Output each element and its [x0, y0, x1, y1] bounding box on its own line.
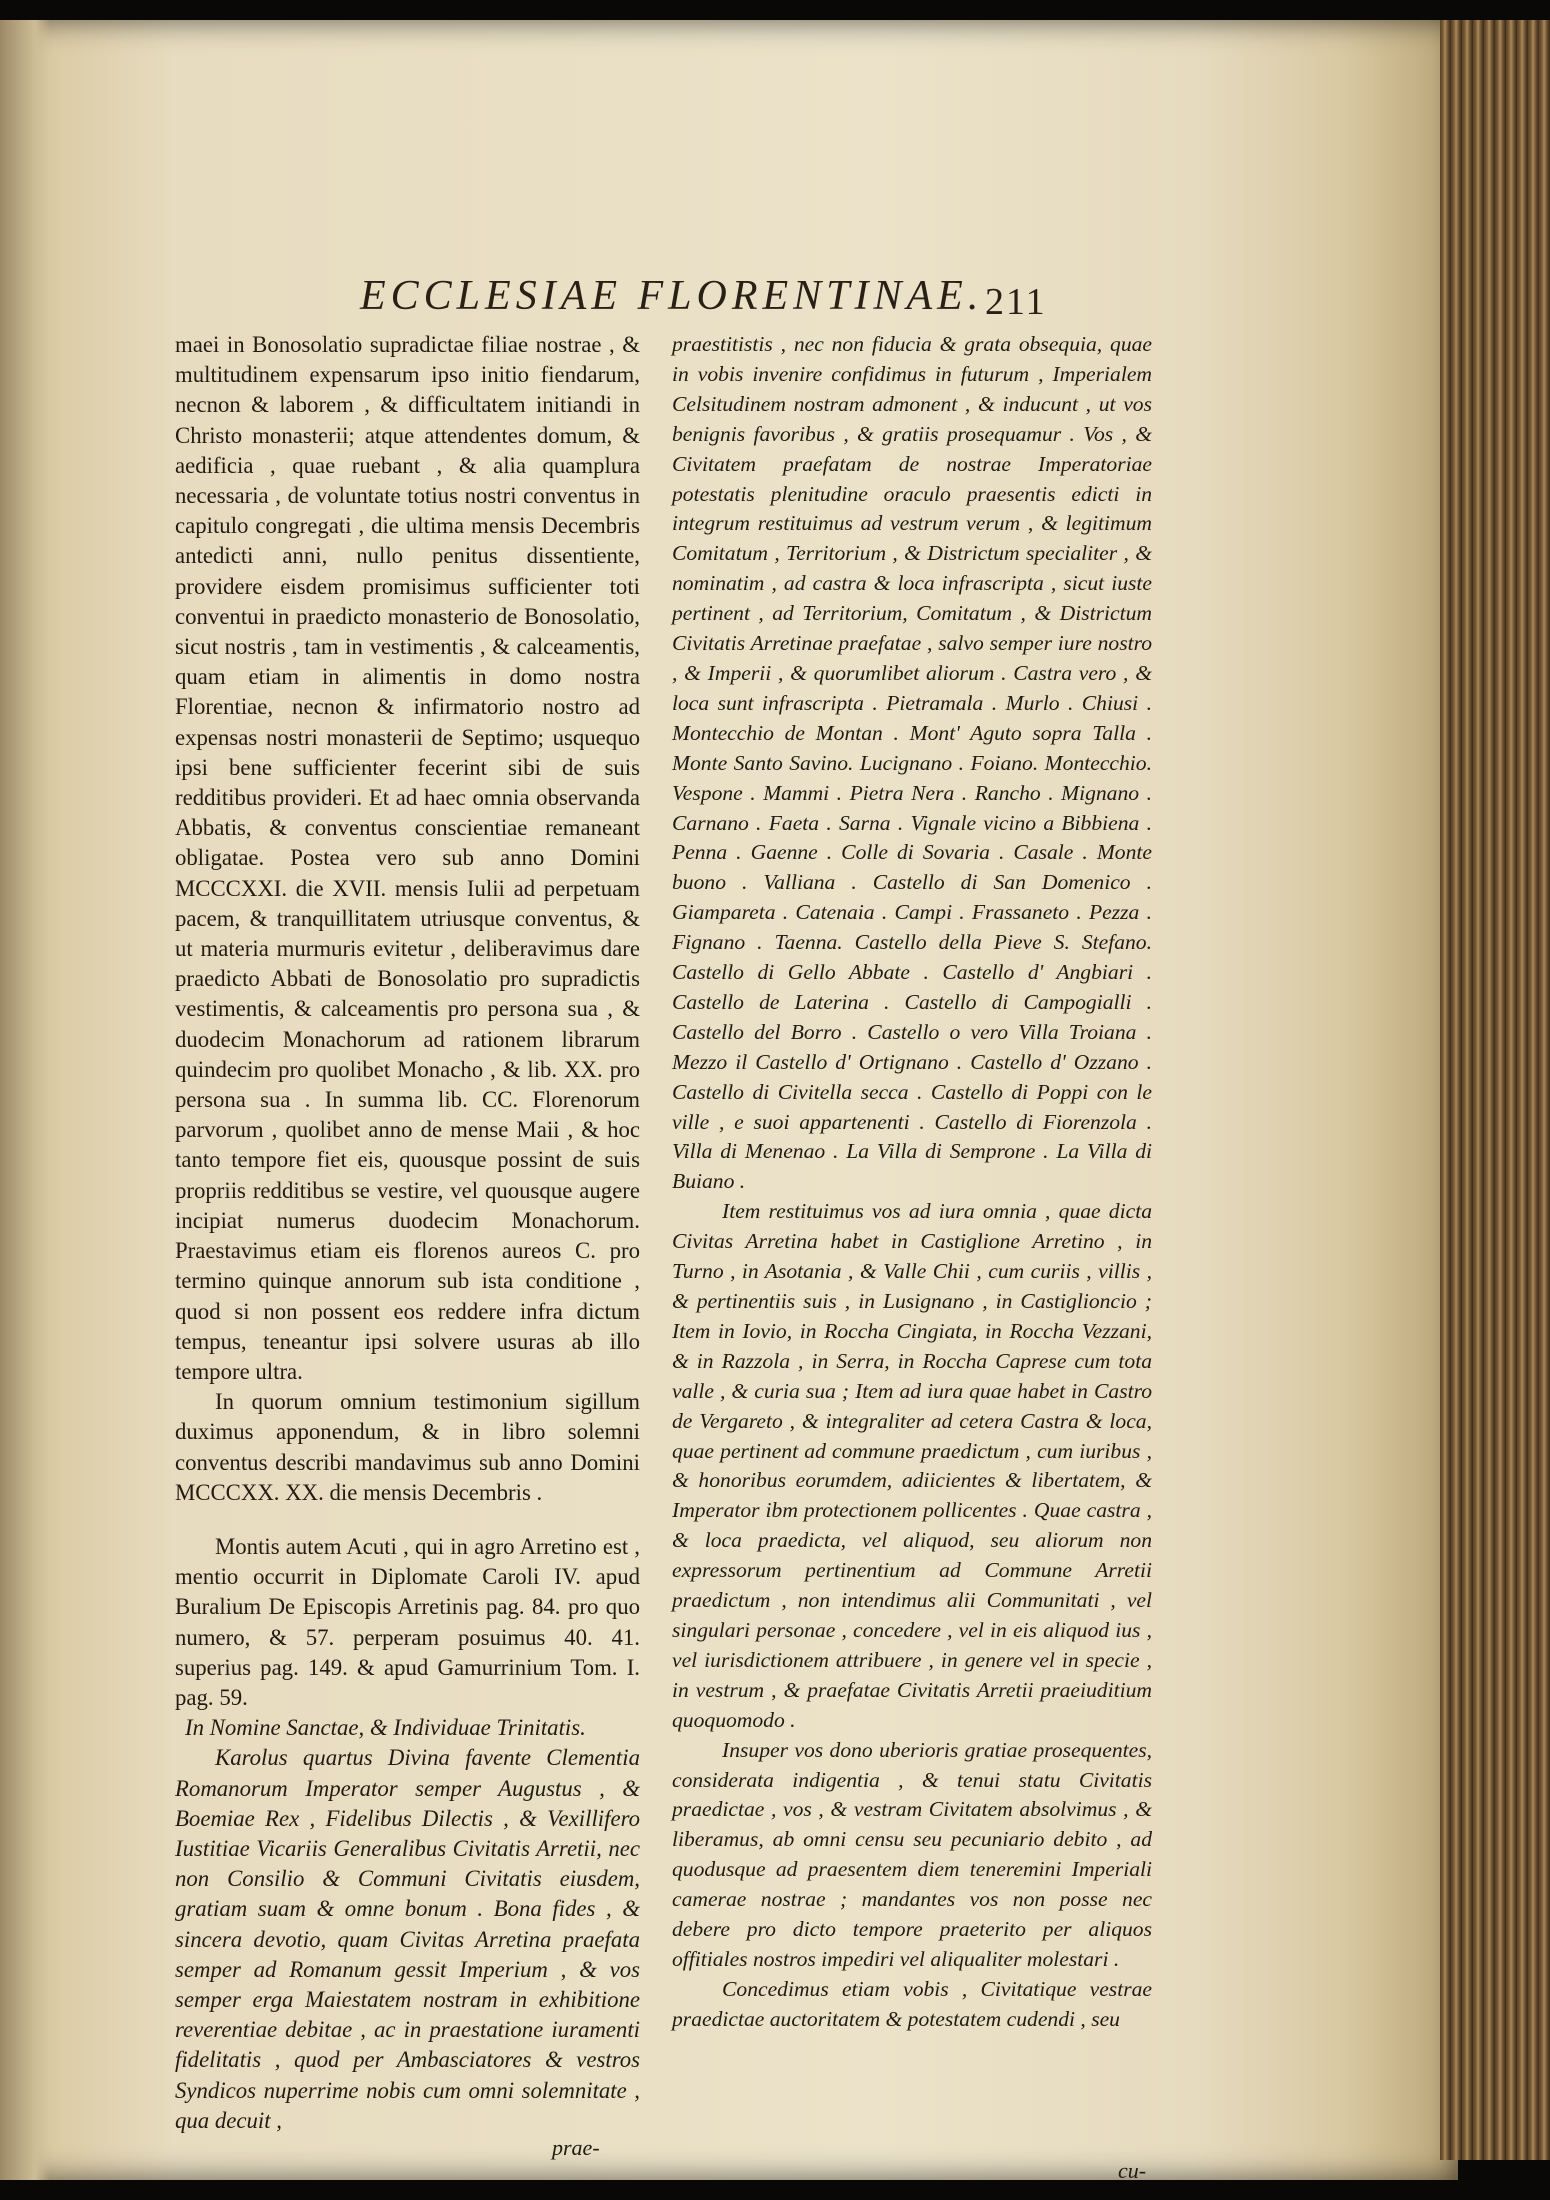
right-column	[672, 330, 1152, 2035]
right-paragraph-4: Concedimus etiam vobis , Civitatique vestrae praedictae auctoritatem & potestatem cudendi , seu	[672, 1976, 1152, 2031]
right-paragraph-1: praestitistis , nec non fiducia & grata obsequia, quae in vobis invenire confidimus in futurum , Imperialem Celsitudinem nostram admonent , & inducunt , ut vos benignis favoribus , & gratiis prosequamur . Vos , & Civitatem praefatam de nostrae Imperatoriae potestatis plenitudine oraculo praesentis edicti in integrum restituimus ad vestrum verum , & legitimum Comitatum , Territorium , & Districtum specialiter , & nominatim , ad castra & loca infrascripta , sicut iuste pertinent , ad Territorium, Comitatum , & Districtum Civitatis Arretinae praefatae , salvo semper iure nostro , & Imperii , & quorumlibet aliorum . Castra vero , & loca sunt infrascripta . Pietramala . Murlo . Chiusi . Montecchio de Montan . Mont' Aguto sopra Talla . Monte Santo Savino. Lucignano . Foiano. Montecchio. Vespone . Mammi . Pietra Nera . Rancho . Mignano . Carnano . Faeta . Sarna . Vignale vicino a Bibbiena . Penna . Gaenne . Colle di Sovaria . Casale . Monte buono . Valliana . Castello di San Domenico . Giampareta . Catenaia . Campi . Frassaneto . Pezza . Fignano . Taenna. Castello della Pieve S. Stefano. Castello di Gello Abbate . Castello d' Angbiari . Castello de Laterina . Castello di Campogialli . Castello del Borro . Castello o vero Villa Troiana . Mezzo il Castello d' Ortignano . Castello d' Ozzano . Castello di Civitella secca . Castello di Poppi con le ville , e suoi appartenenti . Castello di Fiorenzola . Villa di Menenao . La Villa di Semprone . La Villa di Buiano .	[672, 332, 1152, 1194]
left-catchword: prae-	[552, 2135, 600, 2160]
page-number: 211	[985, 281, 1047, 323]
left-heading-trinity: In Nomine Sanctae, & Individuae Trinitatis.	[185, 1715, 586, 1741]
page-edges	[1440, 20, 1550, 2160]
left-column	[175, 330, 640, 2136]
book-gutter	[0, 20, 50, 2180]
right-catchword: cu-	[1118, 2158, 1147, 2183]
right-paragraph-3: Insuper vos dono uberioris gratiae prosequentes, considerata indigentia , & tenui statu Civitatis praedictae , vos , & vestram Civitatem absolvimus , & liberamus, ab omni censu seu pecuniario debito , ad quodusque ad praesentem diem teneremini Imperiali camerae nostrae ; mandantes vos non posse nec debere pro dicto tempore praeterito per aliquos offitiales nostros impediri vel aliqualiter molestari .	[672, 1737, 1152, 1971]
left-paragraph-3: Montis autem Acuti , qui in agro Arretino est , mentio occurrit in Diplomate Caroli IV. apud Buralium De Episcopis Arretinis pag. 84. pro quo numero, & 57. perperam posuimus 40. 41. superius pag. 149. & apud Gamurrinium Tom. I. pag. 59.	[175, 1533, 640, 1710]
left-paragraph-charter: Karolus quartus Divina favente Clementia Romanorum Imperator semper Augustus , & Boemiae Rex , Fidelibus Dilectis , & Vexillifero Iustitiae Vicariis Generalibus Civitatis Arretii, nec non Consilio & Communi Civitatis eiusdem, gratiam suam & omne bonum . Bona fides , & sincera devotio, quam Civitas Arretina praefata semper ad Romanum gessit Imperium , & vos semper erga Maiestatem nostram in exhibitione reverentiae debitae , ac in praestatione iuramenti fidelitatis , quod per Ambasciatores & vestros Syndicos nuperrime nobis cum omni solemnitate , qua decuit ,	[175, 1745, 640, 2133]
left-paragraph-1: maei in Bonosolatio supradictae filiae nostrae , & multitudinem expensarum ipso initio fiendarum, necnon & laborem , & difficultatem initiandi in Christo monasterii; atque attendentes domum, & aedificia , quae ruebant , & alia quamplura necessaria , de voluntate totius nostri conventus in capitulo congregati , die ultima mensis Decembris antedicti anni, nullo penitus dissentiente, providere eisdem promisimus sufficienter toti conventui in praedicto monasterio de Bonosolatio, sicut nostris , tam in vestimentis , & calceamentis, quam etiam in alimentis in domo nostra Florentiae, necnon & infirmatorio nostro ad expensas nostri monasterii de Septimo; usquequo ipsi bene sufficienter fecerint sibi de suis redditibus provideri. Et ad haec omnia observanda Abbatis, & conventus conscientiae remaneant obligatae. Postea vero sub anno Domini MCCCXXI. die XVII. mensis Iulii ad perpetuam pacem, & tranquillitatem utriusque conventus, & ut materia murmuris evitetur , deliberavimus dare praedicto Abbati de Bonosolatio pro supradictis vestimentis, & calceamentis pro persona sua , & duodecim Monachorum ad rationem librarum quindecim pro quolibet Monacho , & lib. XX. pro persona sua . In summa lib. CC. Florenorum parvorum , quolibet anno de mense Maii , & hoc tanto tempore fiet eis, quousque possint de suis propriis redditibus se vestire, vel quousque augere incipiat numerus duodecim Monachorum. Praestavimus etiam eis florenos aureos C. pro termino quinque annorum sub ista conditione , quod si non possent eos reddere infra dictum tempus, teneantur ipsi solvere usuras ab illo tempore ultra.	[175, 332, 640, 1384]
right-paragraph-2: Item restituimus vos ad iura omnia , quae dicta Civitas Arretina habet in Castiglione Arretino , in Turno , in Asotania , & Valle Chii , cum curiis , villis , & pertinentiis suis , in Lusignano , in Castiglioncio ; Item in Iovio, in Roccha Cingiata, in Roccha Vezzani, & in Razzola , in Serra, in Roccha Caprese cum tota valle , & curia sua ; Item ad iura quae habet in Castro de Vergareto , & integraliter ad cetera Castra & loca, quae pertinent ad commune praedictum , cum iuribus , & honoribus eorumdem, adiicientes & libertatem, & Imperator ibm protectionem pollicentes . Quae castra , & loca praedicta, vel aliquod, seu aliorum non expressorum pertinentium ad Commune Arretii praedictum , non intendimus alii Communitati , vel singulari personae , concedere , vel in eis aliquod ius , vel iurisdictionem attribuere , in genere vel in specie , in vestrum , & praefatae Civitatis Arretii praeiuditium quoquomodo .	[672, 1199, 1152, 1732]
left-paragraph-2: In quorum omnium testimonium sigillum duximus apponendum, & in libro solemni conventus describi mandavimus sub anno Domini MCCCXX. XX. die mensis Decembris .	[175, 1389, 640, 1505]
running-head: ECCLESIAE FLORENTINAE.	[360, 273, 984, 319]
